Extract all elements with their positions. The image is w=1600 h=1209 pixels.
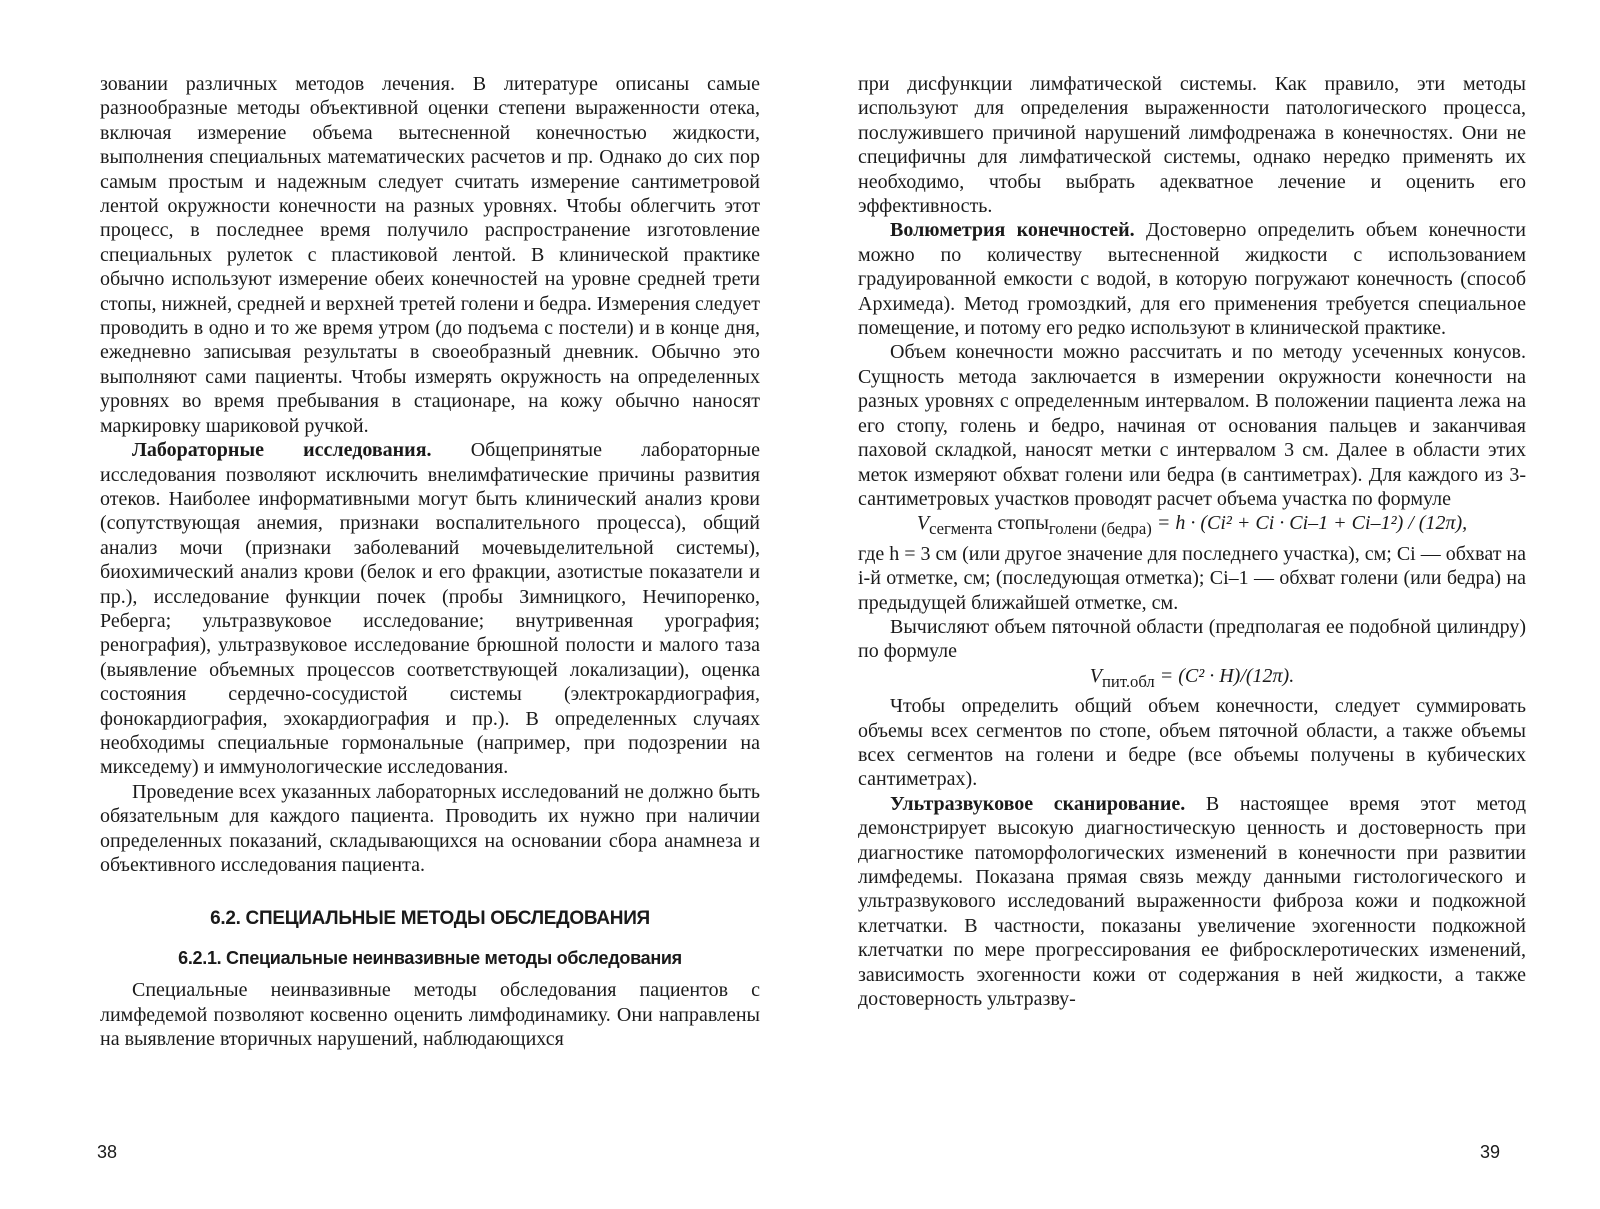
- lead-lab-tests: Лабораторные исследования.: [132, 439, 432, 462]
- formula1-word-sub: голени (бедра): [1048, 519, 1152, 539]
- paragraph-dysfunction: при дисфункции лимфатической системы. Как правило, эти методы используют для определения выраженности патологического процесса, послужившего причиной нарушений лимфодренажа в конечностях. Они не специфичны для лимфатической системы, однако нередко применять их необходимо, чтобы выбрать адекватное лечение и оценить его эффективность.: [858, 73, 1526, 218]
- paragraph-total-volume: Чтобы определить общий объем конечности, следует суммировать объемы всех сегментов по стопе, объем пяточной области, а также объемы всех сегментов на голени и бедре (все объемы получены в кубических сантиметрах).: [858, 695, 1526, 791]
- page-number-left: 38: [97, 1142, 118, 1162]
- paragraph-heel: Вычисляют объем пяточной области (предполагая ее подобной цилиндру) по формуле: [858, 615, 1526, 663]
- formula1-rest: = h · (Ci² + Ci · Ci–1 + Ci–1²) / (12π),: [1156, 512, 1468, 535]
- lead-volumetry: Волюметрия конечностей.: [890, 219, 1135, 242]
- lead-ultrasound: Ультразвуковое сканирование.: [890, 792, 1186, 815]
- paragraph-lab-tests-text: Общепринятые лабораторные исследования позволяют исключить внелимфатические причины развития отеков. Наиболее информативными могут быть клинический анализ крови (сопутствующая анемия, признаки воспалительного процесса), общий анализ мочи (признаки заболеваний мочевыделительной системы), биохимический анализ крови (белок и его фракции, азотистые показатели и пр.), исследование функции почек (пробы Зимницкого, Нечипоренко, Реберга; ультразвуковое исследование; внутривенная урография; ренография), ультразвуковое исследование брюшной полости и малого таза (выявление объемных процессов соответствующей локализации), оценка состояния сердечно-сосудистой системы (электрокардиография, фонокардиография, эхокардиография и пр.). В определенных случаях необходимы специальные гормональные (например, при подозрении на микседему) и иммунологические исследования.: [100, 439, 761, 779]
- right-page: [858, 72, 1526, 1011]
- formula-segment-volume: [858, 511, 1526, 541]
- paragraph-lab-note: Проведение всех указанных лабораторных исследований не должно быть обязательным для каждого пациента. Проводить их нужно при наличии определенных показаний, складывающихся на основании сбора анамнеза и объективного исследования пациента.: [100, 780, 760, 876]
- paragraph-volumetry-text: Достоверно определить объем конечности можно по количеству вытесненной жидкости с использованием градуированной емкости с водой, в которую погружают конечность (способ Архимеда). Метод громоздкий, для его применения требуется специальное помещение, и потому его редко используют в клинической практике.: [858, 219, 1527, 340]
- left-page: [100, 72, 760, 1051]
- formula1-v-sub: сегмента: [929, 519, 993, 539]
- paragraph-measurement: зовании различных методов лечения. В литературе описаны самые разнообразные методы объективной оценки степени выраженности отека, включая измерение объема вытесненной конечностью жидкости, выполнения специальных математических расчетов и пр. Однако до сих пор самым простым и надежным следует считать измерение сантиметровой лентой окружности конечности на разных уровнях. Чтобы облегчить этот процесс, в последнее время получило распространение изготовление специальных рулеток с пластиковой лентой. В клинической практике обычно используют измерение обеих конечностей на уровне средней трети стопы, нижней, средней и верхней третей голени и бедра. Измерения следует проводить в одно и то же время утром (до подъема с постели) и в конце дня, ежедневно записывая результаты в своеобразный дневник. Обычно это выполняют сами пациенты. Чтобы измерять окружность на определенных уровнях во время пребывания в стационаре, на кожу обычно наносят маркировку шариковой ручкой.: [100, 73, 760, 437]
- page-number-right: 39: [1480, 1142, 1501, 1162]
- formula-heel-volume: [858, 664, 1526, 694]
- paragraph-ultrasound-text: В настоящее время этот метод демонстрирует высокую диагностическую ценность и достоверность при диагностике патоморфологических изменений в конечности при развитии лимфедемы. Показана прямая связь между данными гистологического и ультразвукового исследований выраженности фиброза кожи и подкожной клетчатки. В частности, показаны увеличение эхогенности подкожной клетчатки по мере прогрессирования ее фибросклеротических изменений, зависимость эхогенности кожи от содержания в ней жидкости, а также достоверность ультразву-: [858, 792, 1527, 1011]
- paragraph-ultrasound: [858, 792, 1526, 1012]
- paragraph-where: где h = 3 см (или другое значение для последнего участка), см; Ci — обхват на i-й отметке, см; (последующая отметка); Ci–1 — обхват голени (или бедра) на предыдущей ближайшей отметке, см.: [858, 542, 1527, 614]
- paragraph-noninvasive: Специальные неинвазивные методы обследования пациентов с лимфедемой позволяют косвенно оценить лимфодинамику. Они направлены на выявление вторичных нарушений, наблюдающихся: [100, 979, 760, 1051]
- formula1-word: стопы: [997, 512, 1049, 535]
- section-title: 6.2. СПЕЦИАЛЬНЫЕ МЕТОДЫ ОБСЛЕДОВАНИЯ: [210, 908, 650, 930]
- paragraph-cones: Объем конечности можно рассчитать и по методу усеченных конусов. Сущность метода заключается в измерении окружности конечности на разных уровнях с определенным интервалом. В положении пациента лежа на его стопу, голень и бедро, начиная от основания пальцев и заканчивая паховой складкой, наносят метки с интервалом 3 см. Далее в области этих меток измеряют обхват голени или бедра (в сантиметрах). Для каждого из 3-сантиметровых участков проводят расчет объема участка по формуле: [858, 341, 1526, 510]
- formula2-rest: = (C² · H)/(12π).: [1159, 664, 1295, 687]
- formula2-sub: пит.обл: [1102, 671, 1155, 691]
- paragraph-lab-tests: [100, 438, 760, 780]
- subsection-title: 6.2.1. Специальные неинвазивные методы обследования: [178, 947, 682, 968]
- paragraph-volumetry: [858, 218, 1526, 340]
- formula1-v: V: [916, 512, 930, 535]
- formula2-v: V: [1089, 664, 1102, 687]
